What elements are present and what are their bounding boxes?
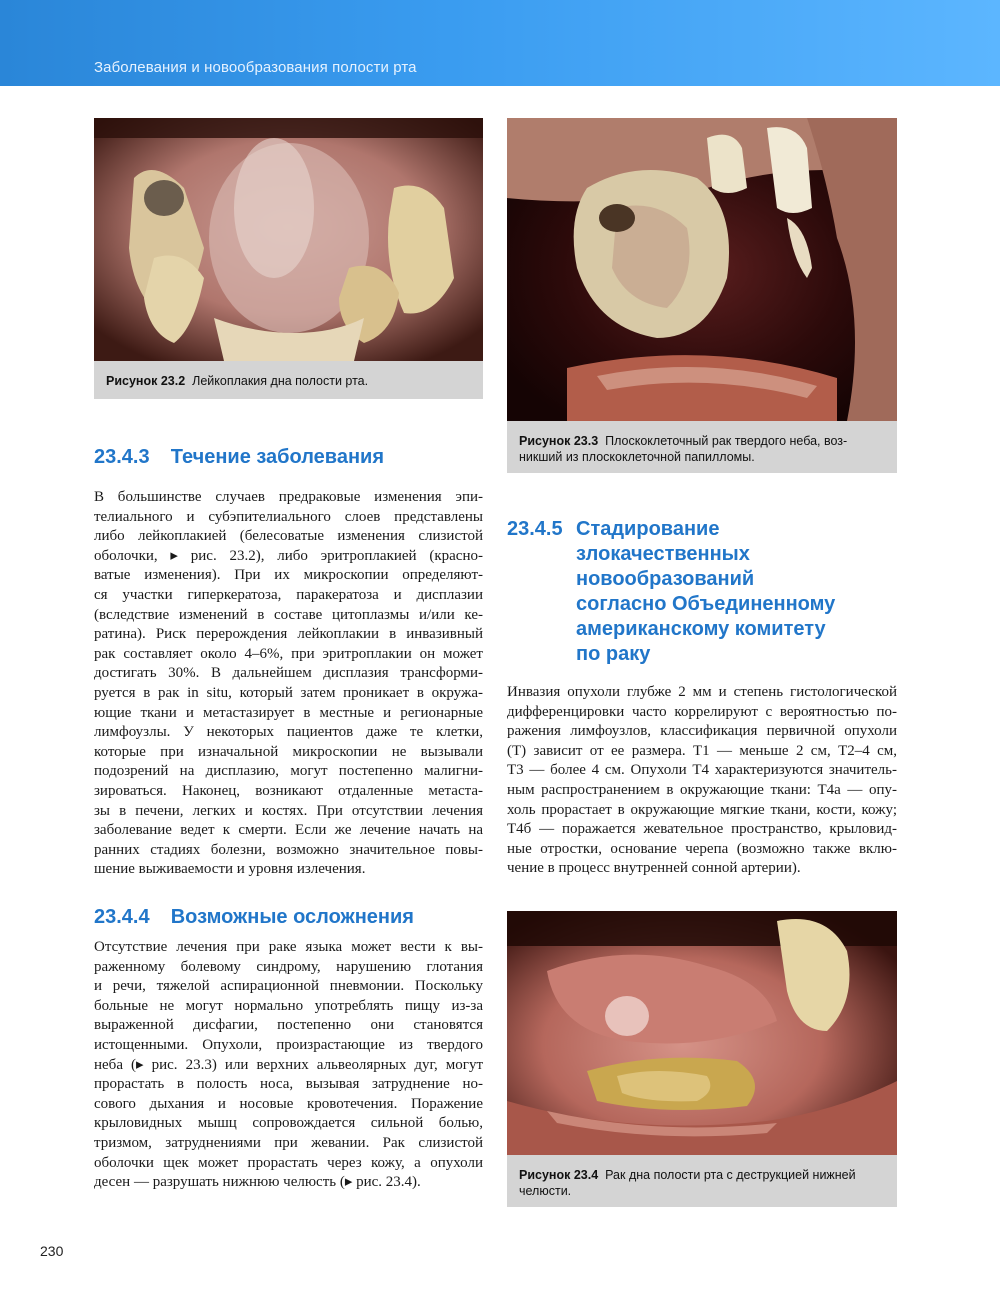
- text-line: дифференцировки часто коррелируют с вероятностью по-: [507, 703, 897, 720]
- text-line: чение в процесс внутренней сонной артерии).: [507, 860, 801, 877]
- section-number: 23.4.3: [94, 446, 150, 468]
- text-line-with-figure-ref[interactable]: неба (▸ рис. 23.3) или верхних альвеолярных дуг, могут: [94, 1056, 483, 1073]
- paragraph-23-4-5: [507, 683, 897, 879]
- text-line: крыловидных мышц сопровождается сильной болью,: [94, 1115, 483, 1132]
- text-line: больные не могут нормально употреблять пищу из-за: [94, 997, 483, 1014]
- text-line: достигать 30%. В дальнейшем дисплазия трансформи-: [94, 665, 483, 682]
- caption-23-2: [106, 373, 476, 389]
- section-title-line: по раку: [576, 643, 651, 665]
- text-line: (T) зависит от ее размера. T1 — меньше 2 см, T2–4 см,: [507, 742, 897, 759]
- figure-23-3: [507, 118, 897, 473]
- photo-palate-carcinoma: [507, 118, 897, 421]
- caption-text-1: Рак дна полости рта с деструкцией нижней: [605, 1168, 856, 1182]
- text-line: сового дыхания и носовые кровотечения. Поражение: [94, 1095, 483, 1112]
- section-number: 23.4.5: [507, 518, 563, 540]
- text-line: рак составляет около 4–6%, при эритроплакии он может: [94, 645, 483, 662]
- caption-23-4-line-1: [519, 1167, 889, 1183]
- text-line: заболевание ведет к смерти. Если же лечение начать на: [94, 822, 483, 839]
- section-heading-23-4-3: [94, 445, 384, 470]
- caption-text: Лейкоплакия дна полости рта.: [192, 374, 369, 388]
- text-line: ся участки гиперкератоза, паракератоза и дисплазии: [94, 586, 483, 603]
- text-line: ватые изменения). При их микроскопии определяют-: [94, 567, 483, 584]
- text-line: раженному болевому синдрому, нарушению глотания: [94, 958, 483, 975]
- photo-floor-of-mouth-cancer-image: [507, 911, 897, 1155]
- caption-label: Рисунок 23.2: [106, 374, 186, 388]
- photo-palate-carcinoma-image: [507, 118, 897, 421]
- section-title-line: согласно Объединенному: [576, 593, 836, 615]
- text-line: лимфоузлы. У некоторых пациентов даже те клетки,: [94, 724, 483, 741]
- text-line: оболочки щек может прорастать через кожу, а опухоли: [94, 1154, 483, 1171]
- running-title: Заболевания и новообразования полости рта: [94, 59, 417, 76]
- text-line: ющие ткани и метастазирует в местные и регионарные: [94, 704, 483, 721]
- text-line: зы в печени, легких и костях. При отсутствии лечения: [94, 802, 483, 819]
- section-heading-23-4-5: [507, 517, 897, 667]
- text-line: тризмом, затруднениями при жевании. Рак слизистой: [94, 1134, 483, 1151]
- text-line: ратина). Риск перерождения лейкоплакии в инвазивный: [94, 626, 483, 643]
- text-line-with-figure-ref[interactable]: десен — разрушать нижнюю челюсть (▸ рис. 23.4).: [94, 1174, 421, 1191]
- text-line: истощенными. Опухоли, произрастающие из твердого: [94, 1036, 483, 1053]
- figure-23-4: [507, 911, 897, 1207]
- text-line: руется в рак in situ, который затем проникает в окружа-: [94, 684, 483, 701]
- text-line: телиального и субэпителиального слоев представлены: [94, 508, 483, 525]
- caption-23-4: [519, 1167, 889, 1199]
- text-line: T3 — более 4 см. Опухоли T4 характеризуются значитель-: [507, 762, 897, 779]
- caption-text-1: Плоскоклеточный рак твердого неба, воз-: [605, 434, 848, 448]
- text-line-with-figure-ref[interactable]: оболочки, ▸ рис. 23.2), либо эритроплакией (красно-: [94, 547, 483, 564]
- caption-text-2: никший из плоскоклеточной папилломы.: [519, 450, 755, 464]
- section-title-block: [576, 517, 866, 667]
- section-title-line: злокачественных: [576, 543, 750, 565]
- text-line: ранних стадиях болезни, возможно значительное повы-: [94, 841, 483, 858]
- photo-leukoplakia-image: [94, 118, 483, 361]
- caption-23-3: [519, 433, 889, 465]
- caption-label: Рисунок 23.3: [519, 434, 599, 448]
- figure-23-2: [94, 118, 483, 399]
- section-heading-23-4-4: [94, 905, 414, 930]
- text-line: подозрений на дисплазию, могут постепенно малигни-: [94, 763, 483, 780]
- text-line: ражения лимфоузлов, классификация первичной опухоли: [507, 723, 897, 740]
- text-line: либо лейкоплакией (белесоватые изменения слизистой: [94, 528, 483, 545]
- photo-floor-of-mouth-cancer: [507, 911, 897, 1155]
- caption-label: Рисунок 23.4: [519, 1168, 599, 1182]
- caption-text-2: челюсти.: [519, 1184, 572, 1198]
- text-line: которые при изначальной микроскопии не вызывали: [94, 743, 483, 760]
- text-line: Отсутствие лечения при раке языка может вести к вы-: [94, 939, 483, 955]
- text-line: В большинстве случаев предраковые изменения эпи-: [94, 489, 483, 505]
- caption-23-3-line-1: [519, 433, 889, 449]
- text-line: (вследствие изменений в составе цитоплазмы и/или ке-: [94, 606, 483, 623]
- section-title-line: Стадирование: [576, 518, 720, 540]
- text-line: прорастать в полость носа, вызывая затруднение но-: [94, 1076, 483, 1093]
- text-line: зироваться. Наконец, возникают отдаленные метаста-: [94, 782, 483, 799]
- section-title-line: новообразований: [576, 568, 755, 590]
- text-line: T4б — поражается жевательное пространство, крыловид-: [507, 821, 897, 838]
- page-number: 230: [40, 1243, 64, 1259]
- text-line: выраженной дисфагии, постепенно они становятся: [94, 1017, 483, 1034]
- text-line: Инвазия опухоли глубже 2 мм и степень гистологической: [507, 684, 897, 700]
- section-title-line: американскому комитету: [576, 618, 826, 640]
- section-title: Возможные осложнения: [170, 906, 414, 928]
- section-number: 23.4.4: [94, 906, 150, 928]
- text-line: ным распространением в окружающие ткани: T4a — опу-: [507, 781, 897, 798]
- text-line: ные отростки, основание черепа (возможно также вклю-: [507, 840, 897, 857]
- section-title: Течение заболевания: [170, 446, 385, 468]
- photo-leukoplakia: [94, 118, 483, 361]
- paragraph-23-4-4: [94, 938, 483, 1193]
- text-line: шение выживаемости и уровня излечения.: [94, 861, 366, 878]
- text-line: и речи, тяжелой аспирационной пневмонии. Поскольку: [94, 978, 483, 995]
- text-line: холь прорастает в окружающие мягкие ткани, кости, кожу;: [507, 801, 897, 818]
- paragraph-23-4-3: [94, 488, 483, 880]
